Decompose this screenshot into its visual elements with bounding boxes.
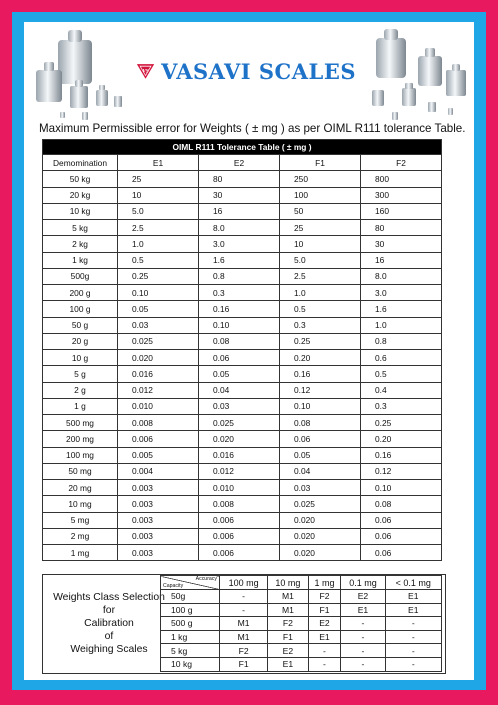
- tolerance-cell: 0.16: [361, 447, 442, 463]
- selection-row: [161, 590, 442, 604]
- weight-class-cell: -: [385, 617, 441, 631]
- tolerance-cell: 0.03: [280, 480, 361, 496]
- tolerance-cell: 0.020: [118, 350, 199, 366]
- tolerance-cell: 0.025: [280, 496, 361, 512]
- weight-class-cell: -: [341, 630, 385, 644]
- denomination-cell: 5 kg: [43, 220, 118, 236]
- tolerance-cell: 10: [280, 236, 361, 252]
- tolerance-table: [42, 139, 442, 561]
- tolerance-cell: 0.06: [361, 512, 442, 528]
- capacity-cell: 100 g: [161, 603, 220, 617]
- weight-class-cell: -: [220, 590, 268, 604]
- tolerance-cell: 0.04: [280, 463, 361, 479]
- tolerance-row: [43, 236, 442, 252]
- tolerance-cell: 0.016: [118, 366, 199, 382]
- tolerance-cell: 0.10: [118, 285, 199, 301]
- tolerance-cell: 0.20: [280, 350, 361, 366]
- tolerance-cell: 5.0: [118, 203, 199, 219]
- accuracy-header: 1 mg: [308, 576, 341, 590]
- tolerance-cell: 3.0: [199, 236, 280, 252]
- tolerance-cell: 0.3: [199, 285, 280, 301]
- weight-class-cell: F2: [308, 590, 341, 604]
- tolerance-cell: 0.025: [199, 415, 280, 431]
- capacity-cell: 50g: [161, 590, 220, 604]
- tolerance-cell: 0.5: [361, 366, 442, 382]
- denomination-cell: 10 mg: [43, 496, 118, 512]
- tolerance-row: [43, 415, 442, 431]
- accuracy-header: < 0.1 mg: [385, 576, 441, 590]
- weight-class-cell: -: [341, 657, 385, 671]
- tolerance-cell: 8.0: [361, 268, 442, 284]
- weight-class-cell: -: [385, 630, 441, 644]
- tolerance-col-header: E2: [199, 155, 280, 171]
- tolerance-cell: 0.020: [199, 431, 280, 447]
- tolerance-cell: 25: [280, 220, 361, 236]
- tolerance-table-header: [43, 155, 442, 171]
- denomination-cell: 500 mg: [43, 415, 118, 431]
- tolerance-cell: 0.05: [280, 447, 361, 463]
- denomination-cell: 50 kg: [43, 171, 118, 187]
- denomination-cell: 1 mg: [43, 545, 118, 561]
- capacity-cell: 500 g: [161, 617, 220, 631]
- corner-capacity-label: Capacity: [163, 583, 184, 589]
- denomination-cell: 20 g: [43, 333, 118, 349]
- tolerance-cell: 0.16: [199, 301, 280, 317]
- capacity-accuracy-corner: [161, 576, 220, 590]
- tolerance-cell: 0.006: [118, 431, 199, 447]
- tolerance-row: [43, 512, 442, 528]
- denomination-cell: 2 mg: [43, 528, 118, 544]
- denomination-cell: 100 g: [43, 301, 118, 317]
- selection-label-line: Weighing Scales: [70, 644, 148, 655]
- tolerance-cell: 8.0: [199, 220, 280, 236]
- tolerance-cell: 0.25: [280, 333, 361, 349]
- tolerance-row: [43, 333, 442, 349]
- tolerance-cell: 0.005: [118, 447, 199, 463]
- selection-label-line: of: [104, 631, 114, 642]
- denomination-cell: 50 mg: [43, 463, 118, 479]
- tolerance-row: [43, 268, 442, 284]
- tolerance-cell: 0.010: [199, 480, 280, 496]
- tolerance-cell: 0.04: [199, 382, 280, 398]
- tolerance-cell: 0.12: [280, 382, 361, 398]
- weight-class-cell: -: [341, 617, 385, 631]
- tolerance-cell: 3.0: [361, 285, 442, 301]
- tolerance-cell: 0.16: [280, 366, 361, 382]
- tolerance-cell: 1.0: [280, 285, 361, 301]
- denomination-cell: 500g: [43, 268, 118, 284]
- tolerance-cell: 2.5: [118, 220, 199, 236]
- tolerance-cell: 50: [280, 203, 361, 219]
- tolerance-cell: 0.8: [199, 268, 280, 284]
- denomination-cell: 5 mg: [43, 512, 118, 528]
- tolerance-cell: 5.0: [280, 252, 361, 268]
- tolerance-cell: 0.05: [118, 301, 199, 317]
- tolerance-cell: 0.020: [280, 545, 361, 561]
- tolerance-row: [43, 528, 442, 544]
- denomination-cell: 2 kg: [43, 236, 118, 252]
- denomination-cell: 1 kg: [43, 252, 118, 268]
- accuracy-header: 10 mg: [268, 576, 308, 590]
- capacity-cell: 1 kg: [161, 630, 220, 644]
- tolerance-cell: 0.03: [118, 317, 199, 333]
- tolerance-cell: 0.10: [361, 480, 442, 496]
- tolerance-row: [43, 301, 442, 317]
- tolerance-cell: 0.12: [361, 463, 442, 479]
- tolerance-cell: 0.3: [361, 398, 442, 414]
- selection-header-row: [161, 576, 442, 590]
- tolerance-row: [43, 496, 442, 512]
- weight-class-cell: -: [308, 644, 341, 658]
- tolerance-cell: 0.003: [118, 480, 199, 496]
- weight-class-cell: M1: [268, 590, 308, 604]
- tolerance-cell: 0.003: [118, 528, 199, 544]
- tolerance-row: [43, 398, 442, 414]
- tolerance-cell: 0.8: [361, 333, 442, 349]
- brand-logo: [136, 48, 356, 94]
- accuracy-header: 100 mg: [220, 576, 268, 590]
- class-selection-table: [160, 575, 442, 672]
- denomination-cell: 200 mg: [43, 431, 118, 447]
- tolerance-row: [43, 220, 442, 236]
- weight-class-cell: F1: [268, 630, 308, 644]
- tolerance-cell: 0.003: [118, 512, 199, 528]
- selection-row: [161, 644, 442, 658]
- weight-class-cell: E2: [308, 617, 341, 631]
- tolerance-cell: 0.06: [361, 528, 442, 544]
- selection-label-line: Weights Class Selection: [53, 592, 165, 603]
- class-selection-label: [47, 591, 171, 656]
- tolerance-col-header: F1: [280, 155, 361, 171]
- weights-illustration-left: [24, 26, 134, 126]
- denomination-cell: 5 g: [43, 366, 118, 382]
- tolerance-col-header: Demomination: [43, 155, 118, 171]
- tolerance-cell: 0.4: [361, 382, 442, 398]
- weight-class-cell: F2: [220, 644, 268, 658]
- tolerance-cell: 0.020: [280, 512, 361, 528]
- tolerance-col-header: F2: [361, 155, 442, 171]
- weight-class-cell: M1: [220, 617, 268, 631]
- denomination-cell: 200 g: [43, 285, 118, 301]
- selection-row: [161, 657, 442, 671]
- tolerance-cell: 2.5: [280, 268, 361, 284]
- tolerance-cell: 16: [361, 252, 442, 268]
- tolerance-cell: 0.010: [118, 398, 199, 414]
- weight-class-cell: F1: [308, 603, 341, 617]
- tolerance-cell: 0.003: [118, 545, 199, 561]
- tolerance-cell: 0.5: [118, 252, 199, 268]
- tolerance-row: [43, 545, 442, 561]
- denomination-cell: 2 g: [43, 382, 118, 398]
- tolerance-table-title: OIML R111 Tolerance Table ( ± mg ): [43, 140, 442, 155]
- selection-row: [161, 630, 442, 644]
- tolerance-cell: 0.004: [118, 463, 199, 479]
- tolerance-cell: 0.25: [361, 415, 442, 431]
- tolerance-cell: 80: [199, 171, 280, 187]
- tolerance-cell: 0.003: [118, 496, 199, 512]
- weights-illustration-right: [362, 26, 472, 126]
- tolerance-cell: 0.012: [118, 382, 199, 398]
- tolerance-cell: 0.012: [199, 463, 280, 479]
- page-heading: Maximum Permissible error for Weights ( ± mg ) as per OIML R111 tolerance Table.: [39, 122, 466, 135]
- tolerance-cell: 160: [361, 203, 442, 219]
- tolerance-row: [43, 350, 442, 366]
- brand-name: VASAVI SCALES: [161, 58, 356, 84]
- tolerance-cell: 1.6: [199, 252, 280, 268]
- tolerance-cell: 0.3: [280, 317, 361, 333]
- tolerance-row: [43, 447, 442, 463]
- denomination-cell: 20 kg: [43, 187, 118, 203]
- tolerance-cell: 10: [118, 187, 199, 203]
- tolerance-cell: 0.10: [280, 398, 361, 414]
- tolerance-cell: 0.08: [280, 415, 361, 431]
- tolerance-row: [43, 463, 442, 479]
- weight-class-cell: -: [385, 657, 441, 671]
- weight-class-cell: E1: [385, 590, 441, 604]
- denomination-cell: 100 mg: [43, 447, 118, 463]
- tolerance-cell: 0.10: [199, 317, 280, 333]
- tolerance-cell: 0.6: [361, 350, 442, 366]
- tolerance-row: [43, 431, 442, 447]
- tolerance-row: [43, 382, 442, 398]
- tolerance-row: [43, 171, 442, 187]
- weight-class-cell: E1: [341, 603, 385, 617]
- tolerance-cell: 800: [361, 171, 442, 187]
- tolerance-row: [43, 480, 442, 496]
- tolerance-cell: 0.25: [118, 268, 199, 284]
- tolerance-cell: 25: [118, 171, 199, 187]
- selection-label-line: for: [102, 605, 116, 616]
- tolerance-cell: 0.008: [118, 415, 199, 431]
- tolerance-cell: 0.008: [199, 496, 280, 512]
- tolerance-cell: 0.20: [361, 431, 442, 447]
- weight-class-cell: M1: [220, 630, 268, 644]
- corner-accuracy-label: Accuracy: [195, 576, 217, 582]
- denomination-cell: 10 g: [43, 350, 118, 366]
- tolerance-cell: 0.020: [280, 528, 361, 544]
- tolerance-cell: 30: [361, 236, 442, 252]
- tolerance-cell: 1.0: [361, 317, 442, 333]
- weight-class-cell: E1: [385, 603, 441, 617]
- class-selection-body: [161, 576, 442, 672]
- tolerance-cell: 0.016: [199, 447, 280, 463]
- denomination-cell: 50 g: [43, 317, 118, 333]
- selection-label-line: Calibration: [84, 618, 134, 629]
- tolerance-cell: 0.08: [199, 333, 280, 349]
- tolerance-row: [43, 252, 442, 268]
- weight-class-cell: M1: [268, 603, 308, 617]
- tolerance-cell: 16: [199, 203, 280, 219]
- tolerance-cell: 0.08: [361, 496, 442, 512]
- tolerance-cell: 300: [361, 187, 442, 203]
- weight-class-cell: E1: [308, 630, 341, 644]
- weight-class-cell: F1: [220, 657, 268, 671]
- tolerance-cell: 0.05: [199, 366, 280, 382]
- weight-class-cell: E1: [268, 657, 308, 671]
- logo-letters: VS: [142, 68, 149, 75]
- tolerance-cell: 0.06: [199, 350, 280, 366]
- capacity-cell: 10 kg: [161, 657, 220, 671]
- weight-class-cell: E2: [268, 644, 308, 658]
- tolerance-cell: 1.6: [361, 301, 442, 317]
- tolerance-cell: 80: [361, 220, 442, 236]
- tolerance-cell: 0.06: [361, 545, 442, 561]
- capacity-cell: 5 kg: [161, 644, 220, 658]
- tolerance-cell: 100: [280, 187, 361, 203]
- vs-logo-icon: [136, 51, 155, 91]
- tolerance-cell: 0.06: [280, 431, 361, 447]
- denomination-cell: 1 g: [43, 398, 118, 414]
- tolerance-row: [43, 317, 442, 333]
- tolerance-cell: 0.03: [199, 398, 280, 414]
- tolerance-cell: 1.0: [118, 236, 199, 252]
- tolerance-cell: 30: [199, 187, 280, 203]
- weight-class-cell: -: [341, 644, 385, 658]
- weight-class-cell: E2: [341, 590, 385, 604]
- tolerance-col-header: E1: [118, 155, 199, 171]
- tolerance-row: [43, 203, 442, 219]
- tolerance-row: [43, 366, 442, 382]
- denomination-cell: 20 mg: [43, 480, 118, 496]
- weight-class-cell: -: [220, 603, 268, 617]
- tolerance-row: [43, 187, 442, 203]
- accuracy-header: 0.1 mg: [341, 576, 385, 590]
- tolerance-table-body: [43, 171, 442, 561]
- tolerance-cell: 0.006: [199, 528, 280, 544]
- weight-class-cell: -: [385, 644, 441, 658]
- tolerance-cell: 0.025: [118, 333, 199, 349]
- tolerance-cell: 0.5: [280, 301, 361, 317]
- weight-class-cell: -: [308, 657, 341, 671]
- denomination-cell: 10 kg: [43, 203, 118, 219]
- weight-class-cell: F2: [268, 617, 308, 631]
- tolerance-cell: 250: [280, 171, 361, 187]
- tolerance-row: [43, 285, 442, 301]
- selection-row: [161, 617, 442, 631]
- tolerance-cell: 0.006: [199, 545, 280, 561]
- tolerance-cell: 0.006: [199, 512, 280, 528]
- selection-row: [161, 603, 442, 617]
